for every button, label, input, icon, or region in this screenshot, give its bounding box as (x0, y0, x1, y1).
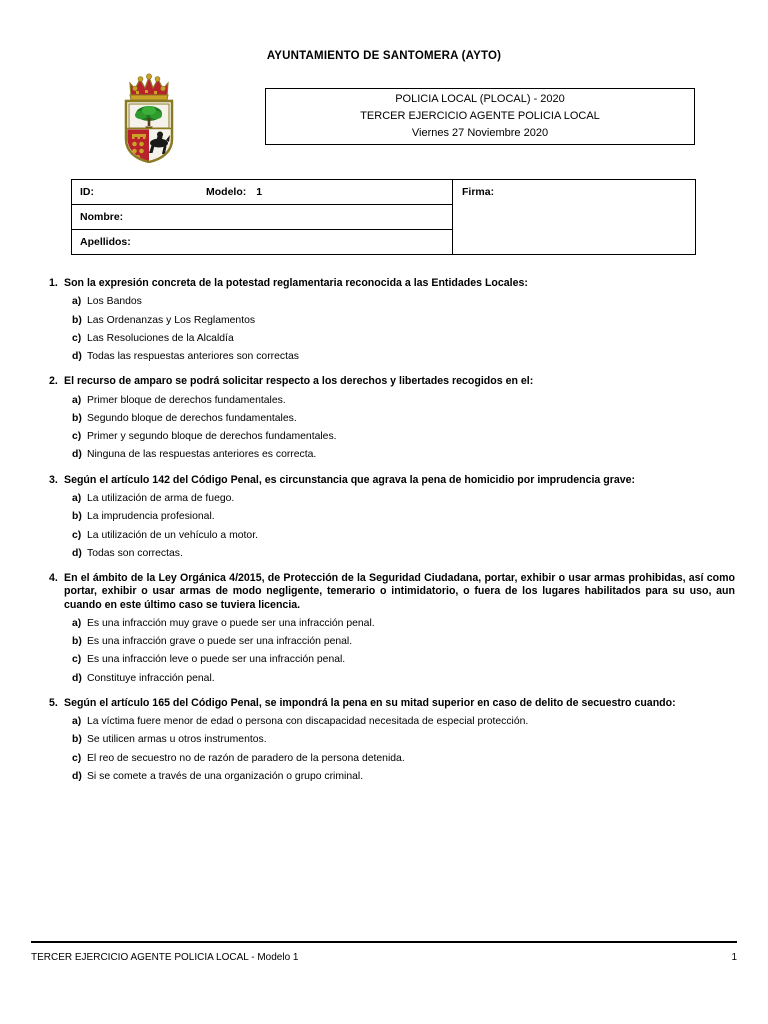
answer-text: Se utilicen armas u otros instrumentos. (87, 734, 267, 746)
answer-text: Todas las respuestas anteriores son correctas (87, 351, 299, 363)
answer-text: La imprudencia profesional. (87, 511, 215, 523)
question-text: Según el artículo 142 del Código Penal, es circunstancia que agrava la pena de homicidio por imprudencia grave: (64, 473, 636, 486)
answer-text: Segundo bloque de derechos fundamentales. (87, 412, 297, 424)
question-number: 1. (49, 277, 58, 289)
candidate-fields-column (72, 180, 453, 254)
answer-list (49, 615, 735, 688)
question-text: El recurso de amparo se podrá solicitar respecto a los derechos y libertades recogidos en el: (64, 375, 534, 388)
answer-text: Es una infracción grave o puede ser una infracción penal. (87, 636, 353, 648)
firma-label: Firma: (462, 186, 495, 198)
apellidos-row[interactable] (72, 230, 452, 254)
answer-option[interactable] (72, 446, 735, 464)
question-heading (49, 277, 735, 290)
answer-list (49, 392, 735, 465)
answer-option[interactable] (72, 651, 735, 669)
footer-left-text: TERCER EJERCICIO AGENTE POLICIA LOCAL - Modelo 1 (31, 952, 299, 963)
question-list (49, 277, 735, 795)
question-text: Son la expresión concreta de la potestad reglamentaria reconocida a las Entidades Locales: (64, 277, 528, 289)
answer-letter: a) (72, 492, 82, 504)
answer-option[interactable] (72, 670, 735, 688)
candidate-info-table (71, 179, 696, 255)
answer-text: Ninguna de las respuestas anteriores es correcta. (87, 449, 317, 461)
answer-letter: c) (72, 529, 82, 541)
answer-text: Es una infracción leve o puede ser una infracción penal. (87, 654, 346, 666)
question-heading (49, 474, 735, 487)
exam-header-line3: Viernes 27 Noviembre 2020 (411, 127, 549, 139)
question-text: Según el artículo 165 del Código Penal, se impondrá la pena en su mitad superior en caso de delito de secuestro cuando: (64, 696, 676, 709)
nombre-label: Nombre: (80, 211, 124, 223)
answer-letter: a) (72, 716, 82, 728)
answer-list (49, 293, 735, 366)
coat-of-arms-icon (119, 71, 179, 163)
answer-list (49, 490, 735, 563)
answer-letter: a) (72, 617, 82, 629)
answer-text: Todas son correctas. (87, 547, 183, 559)
answer-option[interactable] (72, 633, 735, 651)
question-heading (49, 697, 735, 710)
answer-letter: c) (72, 752, 82, 764)
answer-option[interactable] (72, 713, 735, 731)
question-number: 3. (49, 473, 58, 486)
answer-letter: b) (72, 412, 82, 424)
answer-text: El reo de secuestro no de razón de paradero de la persona detenida. (87, 752, 405, 764)
id-row[interactable] (72, 180, 452, 205)
answer-letter: d) (72, 351, 82, 363)
answer-list (49, 713, 735, 786)
answer-option[interactable] (72, 312, 735, 330)
answer-letter: d) (72, 449, 82, 461)
footer-divider (31, 941, 737, 943)
answer-letter: d) (72, 672, 82, 684)
question-number: 5. (49, 696, 58, 709)
answer-option[interactable] (72, 293, 735, 311)
answer-option[interactable] (72, 731, 735, 749)
footer-page-number: 1 (731, 952, 737, 963)
question-block (49, 474, 735, 563)
answer-option[interactable] (72, 410, 735, 428)
answer-text: Es una infracción muy grave o puede ser una infracción penal. (87, 617, 375, 629)
answer-option[interactable] (72, 330, 735, 348)
answer-text: Primer y segundo bloque de derechos fundamentales. (87, 431, 337, 443)
answer-letter: c) (72, 654, 82, 666)
question-text: En el ámbito de la Ley Orgánica 4/2015, de Protección de la Seguridad Ciudadana, portar, exhibir o usar armas prohibidas, así como portar, exhibir o usar armas de modo negligente, temerario o intimidatorio, o fuera de los lugares habilitados para su uso, aun cuando en este último caso se tuviera licencia. (64, 572, 735, 611)
answer-option[interactable] (72, 615, 735, 633)
answer-option[interactable] (72, 348, 735, 366)
question-block (49, 277, 735, 366)
modelo-label: Modelo: (206, 186, 247, 198)
page-title: AYUNTAMIENTO DE SANTOMERA (AYTO) (266, 50, 502, 62)
exam-header-line1: POLICIA LOCAL (PLOCAL) - 2020 (395, 93, 565, 105)
answer-text: La utilización de arma de fuego. (87, 492, 235, 504)
id-label: ID: (80, 186, 94, 198)
answer-option[interactable] (72, 768, 735, 786)
answer-text: Constituye infracción penal. (87, 672, 215, 684)
answer-letter: d) (72, 771, 82, 783)
answer-text: La utilización de un vehículo a motor. (87, 529, 258, 541)
exam-header-box (265, 88, 695, 145)
nombre-row[interactable] (72, 205, 452, 230)
question-block (49, 572, 735, 688)
answer-letter: a) (72, 394, 82, 406)
question-block (49, 697, 735, 786)
answer-letter: c) (72, 332, 82, 344)
question-heading (49, 375, 735, 388)
answer-letter: d) (72, 547, 82, 559)
answer-option[interactable] (72, 527, 735, 545)
answer-option[interactable] (72, 428, 735, 446)
question-heading (49, 572, 735, 612)
answer-option[interactable] (72, 750, 735, 768)
answer-option[interactable] (72, 392, 735, 410)
answer-text: Si se comete a través de una organización o grupo criminal. (87, 771, 364, 783)
answer-letter: b) (72, 734, 82, 746)
answer-text: Las Ordenanzas y Los Reglamentos (87, 314, 256, 326)
apellidos-label: Apellidos: (80, 236, 131, 248)
answer-text: Primer bloque de derechos fundamentales. (87, 394, 286, 406)
answer-letter: a) (72, 296, 82, 308)
modelo-value: 1 (256, 186, 263, 198)
answer-text: La víctima fuere menor de edad o persona con discapacidad necesitada de especial protección. (87, 716, 529, 728)
footer (31, 952, 737, 963)
answer-letter: c) (72, 431, 82, 443)
answer-letter: b) (72, 511, 82, 523)
answer-option[interactable] (72, 508, 735, 526)
answer-text: Las Resoluciones de la Alcaldía (87, 332, 234, 344)
question-block (49, 375, 735, 464)
answer-letter: b) (72, 636, 82, 648)
question-number: 4. (49, 572, 58, 585)
answer-option[interactable] (72, 490, 735, 508)
exam-header-line2: TERCER EJERCICIO AGENTE POLICIA LOCAL (360, 110, 600, 122)
firma-cell[interactable] (453, 180, 695, 254)
answer-text: Los Bandos (87, 296, 142, 308)
answer-letter: b) (72, 314, 82, 326)
question-number: 2. (49, 375, 58, 388)
answer-option[interactable] (72, 545, 735, 563)
